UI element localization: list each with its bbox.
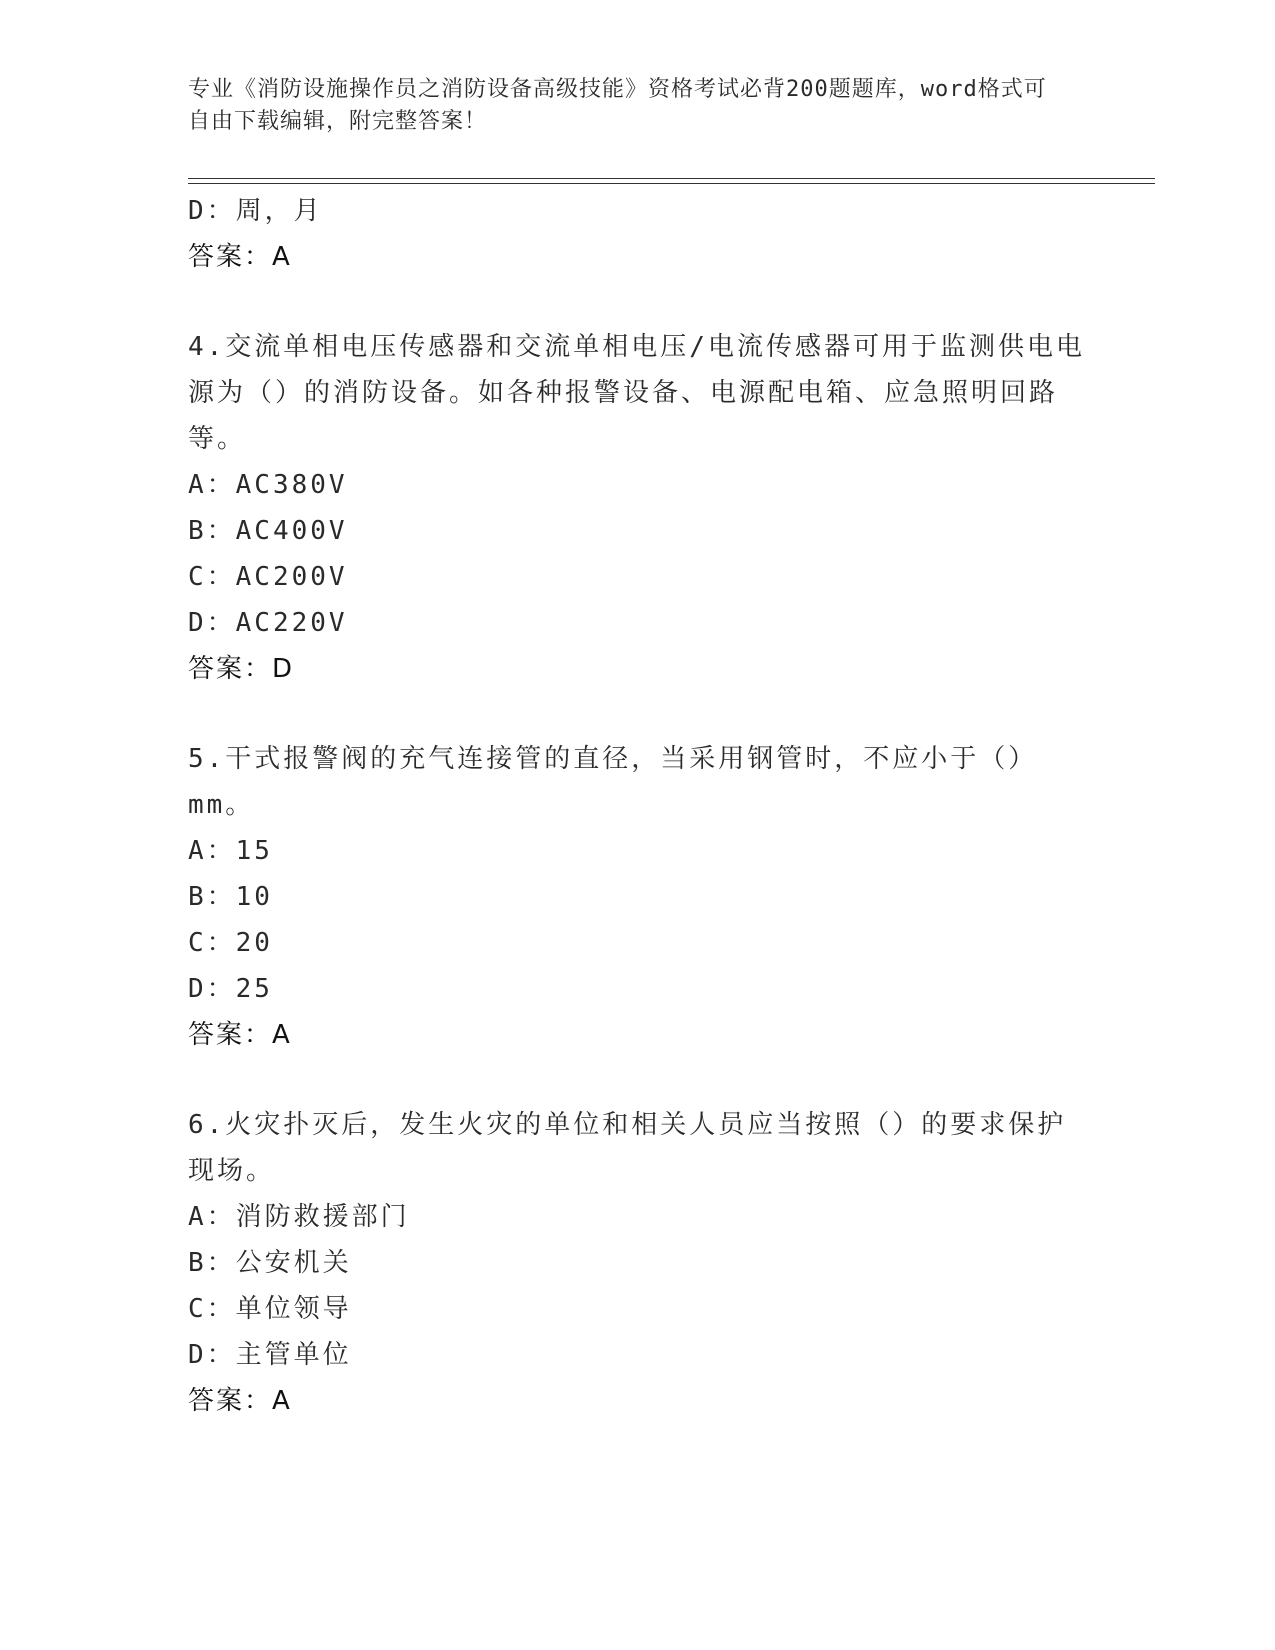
question-5-option-a: A：15 [188,836,273,866]
question-4 [188,324,1088,692]
question-6-option-c: C：单位领导 [188,1294,352,1324]
question-6-text: 6.火灾扑灭后，发生火灾的单位和相关人员应当按照（）的要求保护现场。 [188,1110,1067,1186]
question-4-option-b: B：AC400V [188,516,348,546]
question-4-text: 4.交流单相电压传感器和交流单相电压/电流传感器可用于监测供电电源为（）的消防设备。如各种报警设备、电源配电箱、应急照明回路等。 [188,332,1085,454]
question-5-option-d: D：25 [188,974,273,1004]
question-5-answer: 答案：A [188,1020,292,1050]
question-6 [188,1102,1088,1424]
question-5 [188,736,1088,1058]
question-4-answer: 答案：D [188,654,295,684]
previous-question-option-d: D：周，月 [188,196,323,226]
document-header: 专业《消防设施操作员之消防设备高级技能》资格考试必背200题题库，word格式可自由下载编辑，附完整答案！ [188,77,1047,134]
previous-question-answer: 答案：A [188,242,292,272]
question-6-option-a: A：消防救援部门 [188,1202,410,1232]
question-5-option-c: C：20 [188,928,273,958]
question-6-answer: 答案：A [188,1386,292,1416]
question-4-option-c: C：AC200V [188,562,348,592]
question-6-option-b: B：公安机关 [188,1248,352,1278]
document-body [188,188,1088,1424]
question-4-option-d: D：AC220V [188,608,348,638]
question-4-option-a: A：AC380V [188,470,348,500]
question-5-option-b: B：10 [188,882,273,912]
header-divider-top [188,178,1155,179]
question-5-text: 5.干式报警阀的充气连接管的直径，当采用钢管时，不应小于（）mm。 [188,744,1038,820]
header-divider-bottom [188,183,1155,184]
question-6-option-d: D：主管单位 [188,1340,352,1370]
